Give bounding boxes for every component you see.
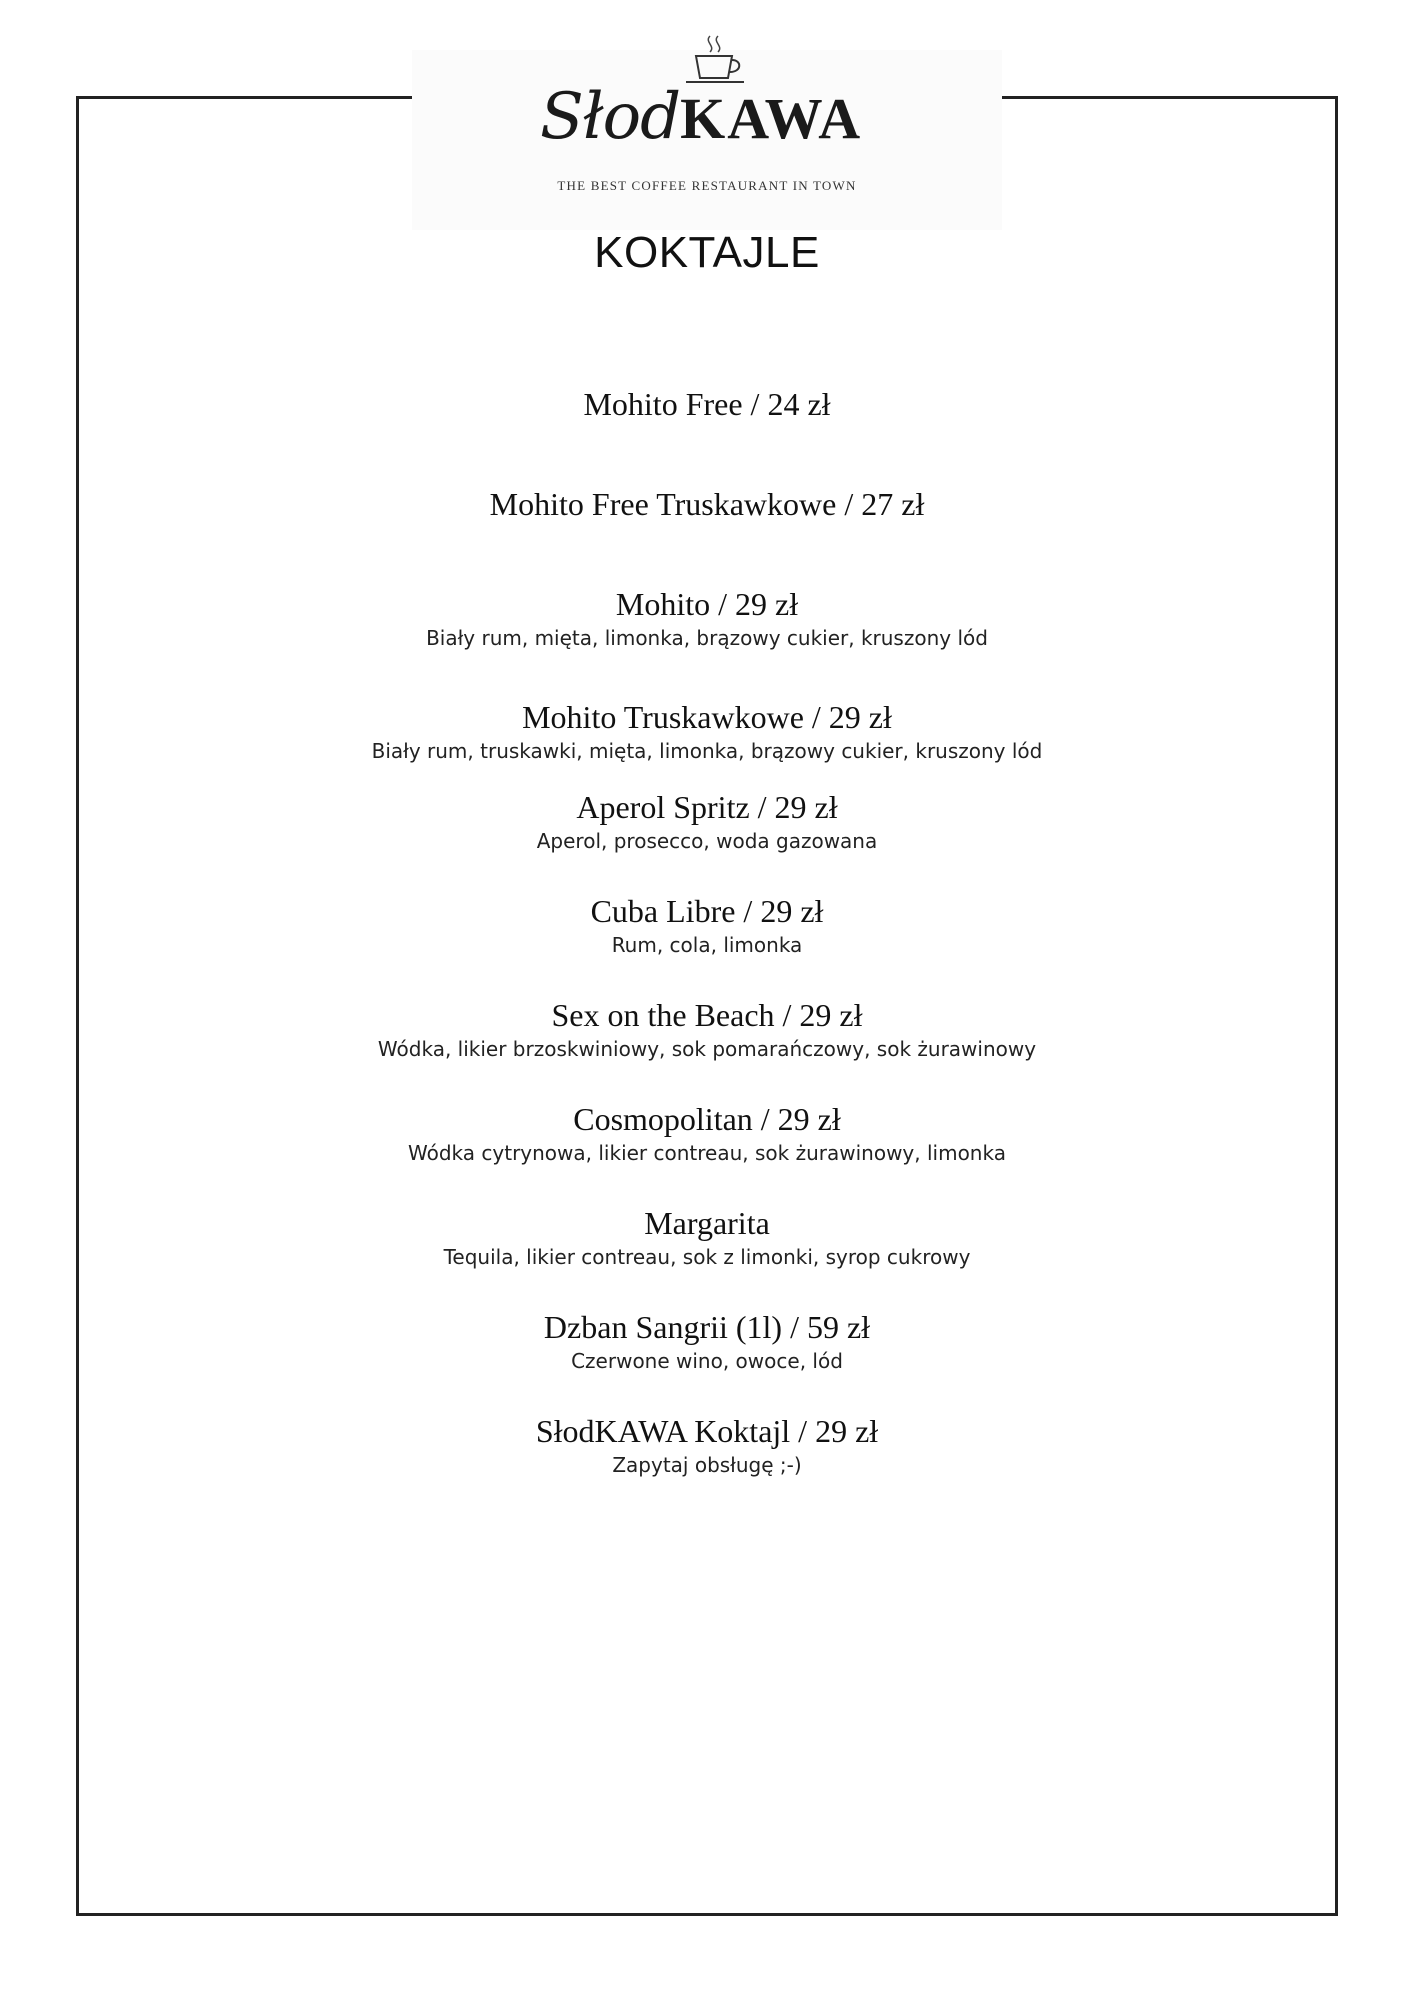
menu-item-name: Mohito Free / 24 zł [583, 386, 831, 422]
menu-item-name: Margarita [644, 1205, 770, 1241]
menu-item [0, 1307, 1414, 1375]
menu-item-name: Aperol Spritz / 29 zł [576, 789, 838, 825]
menu-item [0, 995, 1414, 1063]
menu-item-description: Biały rum, truskawki, mięta, limonka, brązowy cukier, kruszony lód [371, 739, 1043, 763]
logo-wordmark [540, 80, 862, 154]
menu-item-name: Cosmopolitan / 29 zł [573, 1101, 841, 1137]
menu-item [0, 891, 1414, 959]
page-title: KOKTAJLE [594, 228, 820, 277]
menu-item-name: Dzban Sangrii (1l) / 59 zł [543, 1309, 871, 1345]
logo [412, 30, 1002, 212]
menu-item-name: SłodKAWA Koktajl / 29 zł [535, 1413, 879, 1449]
menu-item-description: Czerwone wino, owoce, lód [571, 1349, 843, 1373]
menu-item [0, 697, 1414, 765]
menu-item-name: Cuba Libre / 29 zł [590, 893, 824, 929]
menu-item [0, 584, 1414, 652]
menu-item-description: Aperol, prosecco, woda gazowana [536, 829, 878, 853]
menu-item [0, 1203, 1414, 1271]
menu-item-description: Wódka cytrynowa, likier contreau, sok żurawinowy, limonka [408, 1141, 1006, 1165]
menu-item-name: Mohito / 29 zł [615, 586, 799, 622]
menu-item [0, 484, 1414, 524]
menu-item [0, 1411, 1414, 1479]
menu-item [0, 384, 1414, 424]
menu-item-description: Zapytaj obsługę ;-) [612, 1453, 802, 1477]
menu-item [0, 1099, 1414, 1167]
logo-script-text: Słod [540, 80, 681, 154]
menu-item-name: Mohito Truskawkowe / 29 zł [522, 699, 892, 735]
logo-caps-text: KAWA [680, 86, 863, 151]
menu-item-name: Sex on the Beach / 29 zł [551, 997, 863, 1033]
menu-item-description: Tequila, likier contreau, sok z limonki, syrop cukrowy [443, 1245, 971, 1269]
menu-item-name: Mohito Free Truskawkowe / 27 zł [489, 486, 925, 522]
menu-item-description: Biały rum, mięta, limonka, brązowy cukier, kruszony lód [426, 626, 988, 650]
menu-item [0, 787, 1414, 855]
menu-item-description: Rum, cola, limonka [611, 933, 803, 957]
logo-tagline: THE BEST COFFEE RESTAURANT IN TOWN [557, 178, 857, 193]
menu-item-description: Wódka, likier brzoskwiniowy, sok pomarańczowy, sok żurawinowy [377, 1037, 1037, 1061]
